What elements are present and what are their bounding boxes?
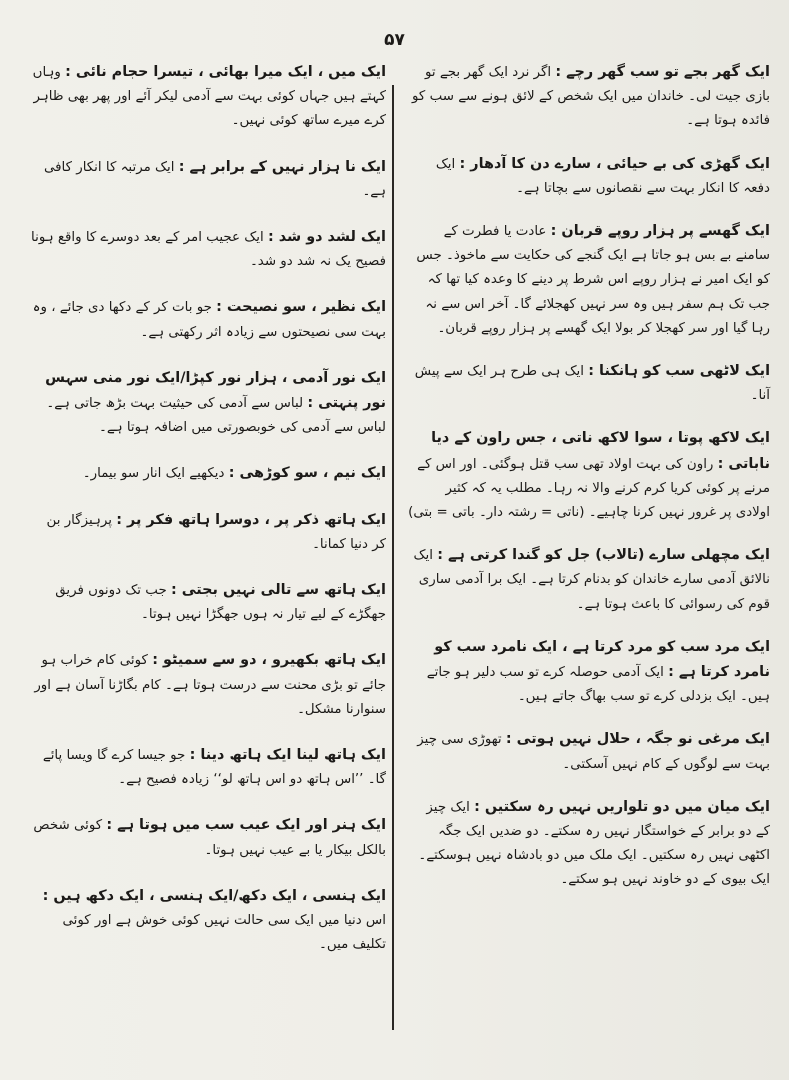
proverb-term: ایک مرغی نو جگہ ، حلال نہیں ہوتی : — [505, 731, 770, 748]
proverb-term: ایک گھڑی کی بے حیائی ، سارے دن کا آدھار : — [459, 155, 770, 172]
column-divider — [392, 85, 394, 1030]
proverb-meaning: ایک ہی طرح ہر ایک سے پیش آنا۔ — [414, 364, 770, 404]
entry — [30, 648, 386, 722]
proverb-meaning: ایک عجیب امر کے بعد دوسرے کا واقع ہونا فصیح یک نہ شد دو شد۔ — [31, 230, 386, 270]
proverb-term: ایک لاکھ پوتا ، سوا لاکھ ناتی ، جس راون کے دیا ناباتی : — [431, 430, 770, 472]
proverb-term: ایک ہنسی ، ایک دکھ/ایک ہنسی ، ایک دکھ ہیں : — [42, 887, 386, 904]
page-number: ۵۷ — [384, 30, 405, 50]
proverb-term: ایک نور آدمی ، ہزار نور کپڑا/ایک نور منی سہس نور پنہتی : — [45, 369, 386, 412]
proverb-meaning: ایک آدمی حوصلہ کرے تو سب دلیر ہو جاتے ہیں۔ ایک بزدلی کرے تو سب بھاگ جاتے ہیں۔ — [426, 665, 770, 705]
proverb-meaning: کوئی کام خراب ہو جائے تو بڑی محنت سے درست ہوتا ہے۔ کام بگاڑنا آسان ہے اور سنوارنا مشکل۔ — [34, 653, 386, 717]
entry — [408, 152, 770, 201]
proverb-term: ایک نظیر ، سو نصیحت : — [216, 299, 386, 316]
proverb-meaning: اگر نرد ایک گھر بجے تو بازی جیت لی۔ خاندان میں ایک شخص کے لائق ہونے سے سب کو فائدہ ہوتا ہے۔ — [412, 65, 770, 129]
proverb-term: ایک ہاتھ سے تالی نہیں بجتی : — [170, 582, 386, 599]
entry — [30, 295, 386, 344]
proverb-meaning: راون کی بہت اولاد تھی سب قتل ہوگئی۔ اور اس کے مرنے پر کوئی کریا کرم کرنے والا نہ رہا۔ مطلب یہ کہ کثیر اولادی پر غرور نہیں کرنا چاہیے۔ (ناتی = رشتہ دار۔ باتی = بتی) — [408, 456, 770, 521]
proverb-meaning: عادت یا فطرت کے سامنے بے بس ہو جاتا ہے ایک گنجے کی حکایت سے ماخوذ۔ جس کو ایک امیر نے ہزار روپے اس شرط پر دینے کا وعدہ کیا تھا کہ جب تک ہم سفر ہیں وہ سر نہیں کھجلائے گا۔ آخر اس سے نہ رہا گیا اور سر کھجلا کر بولا ایک گھسے پر ہزار روپے قربان۔ — [416, 224, 770, 336]
proverb-meaning: جب تک دونوں فریق جھگڑے کے لیے تیار نہ ہوں جھگڑا نہیں ہوتا۔ — [55, 583, 386, 623]
entry — [30, 884, 386, 958]
entry — [30, 461, 386, 486]
proverb-term: ایک میں ، ایک میرا بھائی ، تیسرا حجام نائی : — [65, 64, 386, 80]
proverb-term: ایک نیم ، سو کوڑھی : — [228, 465, 386, 482]
entry — [30, 508, 386, 557]
proverb-term: ایک گھر بجے تو سب گھر رچے : — [555, 64, 770, 80]
entry — [30, 225, 386, 274]
proverb-term: ایک گھسے پر ہزار روپے قربان : — [550, 223, 770, 240]
entry — [30, 60, 386, 134]
proverb-meaning: وہاں کہتے ہیں جہاں کوئی بہت سے آدمی لیکر آئے اور پھر بھی ظاہر کرے میرے ساتھ کوئی نہیں۔ — [32, 65, 386, 129]
proverb-meaning: ایک مرتبہ کا انکار کافی ہے۔ — [43, 159, 386, 199]
proverb-meaning: ایک نالائق آدمی سارے خاندان کو بدنام کرتا ہے۔ ایک برا آدمی ساری قوم کی رسوائی کا باعث ہوتا ہے۔ — [413, 548, 770, 612]
proverb-meaning: کوئی شخص بالکل بیکار یا بے عیب نہیں ہوتا۔ — [33, 818, 386, 858]
right-column — [408, 60, 770, 911]
proverb-meaning: جو بات کر کے دکھا دی جائے ، وہ بہت سی نصیحتوں سے زیادہ اثر رکھتی ہے۔ — [32, 300, 386, 340]
proverb-term: ایک ہنر اور ایک عیب سب میں ہوتا ہے : — [106, 817, 386, 834]
entry — [30, 366, 386, 441]
proverb-meaning: لباس سے آدمی کی حیثیت بہت بڑھ جاتی ہے۔ لباس سے آدمی کی خوبصورتی میں اضافہ ہوتا ہے۔ — [46, 396, 386, 436]
proverb-meaning: جو جیسا کرے گا ویسا پائے گا۔ ’’اس ہاتھ دو اس ہاتھ لو‘‘ زیادہ فصیح ہے۔ — [42, 748, 386, 788]
proverb-meaning: اس دنیا میں ایک سی حالت نہیں کوئی خوش ہے اور کوئی تکلیف میں۔ — [62, 913, 386, 953]
entry — [408, 359, 770, 408]
proverb-meaning: ایک چیز کے دو برابر کے خواستگار نہیں رہ سکتے۔ دو ضدیں ایک جگہ اکٹھی نہیں رہ سکتیں۔ ایک ملک میں دو بادشاہ نہیں ہوسکتے۔ ایک بیوی کے دو خاوند نہیں ہو سکتے۔ — [418, 799, 770, 888]
entry — [408, 795, 770, 893]
entry — [408, 219, 770, 341]
proverb-term: ایک نا ہزار نہیں کے برابر ہے : — [178, 158, 386, 175]
entry — [408, 635, 770, 710]
proverb-term: ایک میان میں دو تلواریں نہیں رہ سکتیں : — [474, 798, 770, 815]
entry — [408, 727, 770, 776]
proverb-term: ایک ہاتھ بکھیرو ، دو سے سمیٹو : — [152, 652, 386, 669]
proverb-term: ایک لشد دو شد : — [267, 229, 386, 246]
proverb-term: ایک ہاتھ ذکر پر ، دوسرا ہاتھ فکر پر : — [116, 511, 386, 528]
entry — [30, 743, 386, 792]
proverb-term: ایک مچھلی سارے (تالاب) جل کو گندا کرتی ہے : — [437, 547, 770, 564]
entry — [408, 426, 770, 525]
entry — [30, 813, 386, 862]
proverb-term: ایک لاٹھی سب کو ہانکنا : — [588, 363, 770, 380]
proverb-meaning: تھوڑی سی چیز بہت سے لوگوں کے کام نہیں آسکتی۔ — [417, 732, 770, 772]
proverb-term: ایک مرد سب کو مرد کرتا ہے ، ایک نامرد سب کو نامرد کرتا ہے : — [434, 638, 770, 681]
proverb-meaning: پرہیزگار بن کر دنیا کمانا۔ — [46, 512, 386, 552]
proverb-meaning: ایک دفعہ کا انکار بہت سے نقصانوں سے بچاتا ہے۔ — [435, 156, 770, 196]
entry — [30, 578, 386, 627]
proverb-term: ایک ہاتھ لینا ایک ہاتھ دینا : — [189, 747, 386, 764]
entry — [408, 543, 770, 617]
left-column — [30, 60, 386, 978]
entry — [30, 155, 386, 204]
proverb-meaning: دیکھیے ایک انار سو بیمار۔ — [82, 466, 225, 482]
entry — [408, 60, 770, 134]
